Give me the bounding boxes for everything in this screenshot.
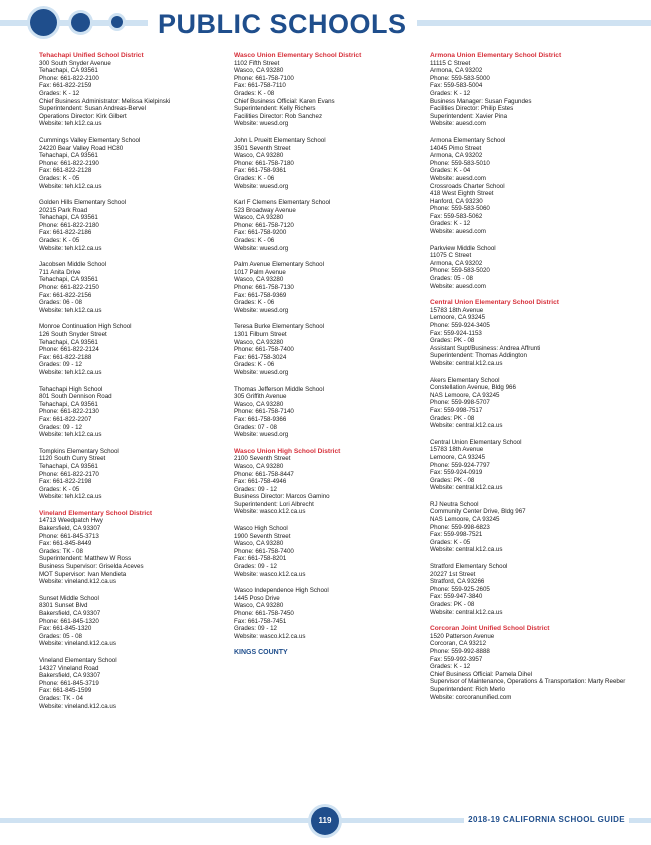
entry-line: 3501 Seventh Street bbox=[234, 144, 291, 152]
entry-line[interactable]: Website: auesd.com bbox=[430, 228, 486, 236]
school-name: John L Prueitt Elementary School bbox=[234, 136, 326, 144]
entry-line: 305 Griffith Avenue bbox=[234, 393, 287, 401]
entry-line[interactable]: Website: auesd.com bbox=[430, 282, 486, 290]
entry-line: Lemoore, CA 93245 bbox=[430, 453, 486, 461]
entry-line: Fax: 661-758-3024 bbox=[234, 353, 287, 361]
school-entry bbox=[430, 439, 630, 492]
entry-line: Grades: K - 06 bbox=[234, 299, 275, 307]
entry-line: Grades: K - 12 bbox=[39, 89, 80, 97]
entry-line: 523 Broadway Avenue bbox=[234, 206, 296, 214]
school-entry bbox=[39, 199, 214, 252]
column-3 bbox=[430, 52, 630, 710]
entry-line: Phone: 661-758-7120 bbox=[234, 221, 294, 229]
entry-line[interactable]: Website: vineland.k12.ca.us bbox=[39, 640, 116, 648]
entry-line: Grades: 05 - 08 bbox=[430, 275, 473, 283]
entry-line: Fax: 661-758-7451 bbox=[234, 617, 287, 625]
entry-line: Chief Business Official: Pamela Dihel bbox=[430, 670, 533, 678]
entry-line[interactable]: Website: teh.k12.ca.us bbox=[39, 368, 102, 376]
entry-line: Grades: 05 - 08 bbox=[39, 632, 82, 640]
school-name: Cummings Valley Elementary School bbox=[39, 136, 141, 144]
entry-line: Grades: 09 - 12 bbox=[234, 485, 277, 493]
entry-line: Grades: PK - 08 bbox=[430, 476, 475, 484]
entry-line: Phone: 559-924-7797 bbox=[430, 461, 490, 469]
entry-line: Tehachapi, CA 93561 bbox=[39, 214, 98, 222]
entry-line: MOT Supervisor: Ivan Mendieta bbox=[39, 570, 127, 578]
entry-line[interactable]: Website: wasco.k12.ca.us bbox=[234, 632, 306, 640]
school-name: Monroe Continuation High School bbox=[39, 323, 132, 331]
header-dot-large bbox=[30, 9, 57, 36]
entry-line: Phone: 559-998-5707 bbox=[430, 399, 490, 407]
school-entry bbox=[39, 386, 214, 439]
school-entry bbox=[234, 323, 414, 376]
entry-line[interactable]: Website: corcoranunified.com bbox=[430, 693, 512, 701]
school-name: Tompkins Elementary School bbox=[39, 447, 119, 455]
entry-line: Wasco, CA 93280 bbox=[234, 276, 284, 284]
entry-line: Armona, CA 93202 bbox=[430, 67, 483, 75]
entry-line[interactable]: Website: vineland.k12.ca.us bbox=[39, 578, 116, 586]
entry-line: Armona, CA 93202 bbox=[430, 152, 483, 160]
entry-line: Grades: 07 - 08 bbox=[234, 423, 277, 431]
district-entry bbox=[39, 510, 214, 586]
entry-line: 14713 Weedpatch Hwy bbox=[39, 517, 103, 525]
entry-line[interactable]: Website: auesd.com bbox=[430, 174, 486, 182]
entry-line[interactable]: Website: wuesd.org bbox=[234, 431, 289, 439]
entry-line: Phone: 661-845-1320 bbox=[39, 617, 99, 625]
entry-line[interactable]: Website: wuesd.org bbox=[234, 120, 289, 128]
entry-line: Fax: 559-992-3957 bbox=[430, 655, 483, 663]
entry-line: Grades: 06 - 08 bbox=[39, 299, 82, 307]
entry-line: Stratford, CA 93266 bbox=[430, 578, 485, 586]
entry-line: Bakersfield, CA 93307 bbox=[39, 610, 101, 617]
page-title-box bbox=[148, 8, 417, 40]
entry-line: Phone: 559-583-5010 bbox=[430, 159, 490, 167]
entry-line: Phone: 661-822-2150 bbox=[39, 284, 99, 292]
entry-line: 1102 Fifth Street bbox=[234, 59, 280, 67]
district-name: Wasco Union High School District bbox=[234, 447, 341, 455]
entry-line: Grades: PK - 08 bbox=[430, 601, 475, 608]
entry-line: Fax: 661-822-2188 bbox=[39, 353, 92, 361]
school-name: Golden Hills Elementary School bbox=[39, 199, 127, 207]
school-entry bbox=[39, 595, 214, 648]
entry-line: 1120 South Curry Street bbox=[39, 455, 106, 463]
school-entry bbox=[430, 563, 630, 616]
entry-line[interactable]: Website: auesd.com bbox=[430, 120, 486, 128]
district-entry bbox=[430, 52, 630, 128]
entry-line: Superintendent: Kelly Richers bbox=[234, 105, 316, 113]
entry-line: Phone: 661-758-7100 bbox=[234, 74, 294, 82]
entry-line[interactable]: Website: wuesd.org bbox=[234, 368, 289, 376]
entry-line[interactable]: Website: teh.k12.ca.us bbox=[39, 431, 102, 439]
entry-line: Fax: 661-822-2186 bbox=[39, 229, 92, 237]
entry-line: Grades: TK - 08 bbox=[39, 547, 83, 555]
entry-line: Grades: K - 12 bbox=[430, 89, 471, 97]
entry-line[interactable]: Website: wuesd.org bbox=[234, 244, 289, 252]
entry-line: Armona, CA 93202 bbox=[430, 259, 483, 267]
entry-line: Lemoore, CA 93245 bbox=[430, 314, 486, 322]
entry-line: Phone: 661-758-7400 bbox=[234, 547, 294, 555]
entry-line: Fax: 661-822-2156 bbox=[39, 291, 92, 299]
entry-line: Fax: 661-758-7110 bbox=[234, 82, 286, 90]
entry-line: 801 South Dennison Road bbox=[39, 393, 112, 401]
entry-line: Wasco, CA 93280 bbox=[234, 462, 284, 470]
entry-line: NAS Lemoore, CA 93245 bbox=[430, 516, 500, 524]
entry-line[interactable]: Website: teh.k12.ca.us bbox=[39, 493, 102, 501]
entry-line: Fax: 661-822-2198 bbox=[39, 478, 92, 486]
school-name: Thomas Jefferson Middle School bbox=[234, 385, 324, 393]
column-1 bbox=[39, 52, 214, 719]
entry-line[interactable]: Website: vineland.k12.ca.us bbox=[39, 702, 116, 710]
entry-line: Superintendent: Xavier Pina bbox=[430, 112, 508, 120]
entry-line[interactable]: Website: wuesd.org bbox=[234, 306, 289, 314]
school-entry bbox=[430, 501, 630, 554]
entry-line: Assistant Supt/Business: Andrea Affrunti bbox=[430, 344, 541, 352]
school-entry bbox=[234, 587, 414, 640]
district-name: Wasco Union Elementary School District bbox=[234, 52, 362, 59]
entry-line: Grades: K - 05 bbox=[39, 485, 80, 493]
entry-line: Grades: K - 12 bbox=[430, 663, 471, 671]
entry-line: 14045 Pimo Street bbox=[430, 144, 482, 152]
school-name: Vineland Elementary School bbox=[39, 656, 117, 664]
entry-line: Wasco, CA 93280 bbox=[234, 214, 284, 222]
entry-line: Facilities Director: Rob Sanchez bbox=[234, 112, 323, 120]
entry-line: 15783 18th Avenue bbox=[430, 306, 484, 314]
entry-line: Tehachapi, CA 93561 bbox=[39, 338, 98, 346]
entry-line: 11115 C Street bbox=[430, 59, 471, 67]
entry-line: Tehachapi, CA 93561 bbox=[39, 400, 98, 408]
school-name: Palm Avenue Elementary School bbox=[234, 261, 324, 269]
entry-line: Supervisor of Maintenance, Operations & Transportation: Marty Reeber bbox=[430, 678, 626, 686]
district-entry bbox=[430, 299, 630, 367]
entry-line: Tehachapi, CA 93561 bbox=[39, 152, 98, 160]
entry-line: Phone: 661-822-2124 bbox=[39, 346, 99, 354]
entry-line: Phone: 559-583-5020 bbox=[430, 267, 490, 275]
entry-line: Fax: 559-583-5062 bbox=[430, 212, 483, 220]
entry-line: Chief Business Administrator: Melissa Kielpinski bbox=[39, 97, 171, 105]
school-entry bbox=[234, 261, 414, 314]
entry-line: Wasco, CA 93280 bbox=[234, 67, 284, 75]
school-name: Wasco High School bbox=[234, 525, 288, 533]
entry-line: Phone: 661-822-2170 bbox=[39, 470, 99, 478]
entry-line: Wasco, CA 93280 bbox=[234, 540, 284, 548]
entry-line: Fax: 559-924-0919 bbox=[430, 469, 483, 477]
entry-line: Constellation Avenue, Bldg 966 bbox=[430, 384, 516, 392]
entry-line: Grades: K - 06 bbox=[234, 361, 275, 369]
entry-line: Chief Business Official: Karen Evans bbox=[234, 97, 335, 105]
entry-line: 24220 Bear Valley Road HC80 bbox=[39, 144, 124, 152]
entry-line[interactable]: Website: central.k12.ca.us bbox=[430, 546, 503, 554]
entry-line: Phone: 661-822-2180 bbox=[39, 221, 99, 229]
school-name: Karl F Clemens Elementary School bbox=[234, 199, 331, 207]
school-entry bbox=[430, 377, 630, 430]
entry-line: Fax: 559-947-3840 bbox=[430, 593, 483, 601]
entry-line: Grades: K - 06 bbox=[234, 237, 275, 245]
school-entry bbox=[234, 386, 414, 439]
entry-line: Tehachapi, CA 93561 bbox=[39, 276, 98, 284]
school-entry bbox=[39, 137, 214, 190]
school-entry bbox=[430, 137, 630, 236]
entry-line: Bakersfield, CA 93307 bbox=[39, 672, 101, 680]
entry-line: 8301 Sunset Blvd bbox=[39, 602, 88, 610]
entry-line: 711 Anita Drive bbox=[39, 268, 81, 276]
entry-line: Superintendent: Rich Merlo bbox=[430, 685, 505, 693]
entry-line: Superintendent: Matthew W Ross bbox=[39, 555, 132, 563]
school-entry bbox=[430, 245, 630, 291]
school-name: Sunset Middle School bbox=[39, 594, 99, 602]
entry-line: Business Manager: Susan Fagundes bbox=[430, 97, 532, 105]
entry-line: Phone: 661-758-7450 bbox=[234, 610, 294, 617]
school-entry bbox=[39, 657, 214, 710]
entry-line[interactable]: Website: central.k12.ca.us bbox=[430, 608, 503, 616]
school-name: Stratford Elementary School bbox=[430, 563, 508, 571]
entry-line: 1301 Filburn Street bbox=[234, 331, 287, 338]
entry-line: Grades: PK - 08 bbox=[430, 337, 475, 345]
entry-line: Phone: 661-758-7130 bbox=[234, 284, 294, 292]
entry-line[interactable]: Website: teh.k12.ca.us bbox=[39, 120, 102, 128]
district-entry bbox=[430, 625, 630, 701]
entry-line: Business Director: Marcos Gamino bbox=[234, 493, 330, 501]
school-entry bbox=[39, 323, 214, 376]
footer-guide-box bbox=[464, 813, 629, 827]
entry-line[interactable]: Website: teh.k12.ca.us bbox=[39, 182, 102, 190]
entry-line: 126 South Snyder Street bbox=[39, 331, 107, 338]
district-entry bbox=[234, 448, 414, 516]
entry-line: 1900 Seventh Street bbox=[234, 532, 291, 540]
entry-line: 14327 Vineland Road bbox=[39, 664, 99, 672]
entry-line: Phone: 661-758-7140 bbox=[234, 408, 294, 416]
entry-line: Phone: 559-583-5000 bbox=[430, 74, 490, 82]
entry-line: Fax: 661-845-1320 bbox=[39, 625, 92, 633]
entry-line[interactable]: Website: wasco.k12.ca.us bbox=[234, 508, 306, 516]
district-entry bbox=[234, 52, 414, 128]
entry-line[interactable]: Website: wasco.k12.ca.us bbox=[234, 570, 306, 578]
entry-line: Fax: 661-845-8449 bbox=[39, 540, 92, 548]
school-name: Teresa Burke Elementary School bbox=[234, 323, 325, 331]
entry-line: Fax: 661-822-2159 bbox=[39, 82, 92, 90]
entry-line: 20215 Park Road bbox=[39, 206, 88, 214]
entry-line: 11075 C Street bbox=[430, 252, 472, 260]
entry-line: Fax: 559-998-7521 bbox=[430, 531, 483, 539]
entry-line: Bakersfield, CA 93307 bbox=[39, 525, 101, 533]
entry-line[interactable]: Website: teh.k12.ca.us bbox=[39, 244, 102, 252]
entry-line[interactable]: Website: central.k12.ca.us bbox=[430, 422, 503, 430]
entry-line: Grades: K - 05 bbox=[39, 237, 80, 245]
district-name: Central Union Elementary School District bbox=[430, 299, 559, 307]
entry-line[interactable]: Website: wuesd.org bbox=[234, 182, 289, 190]
school-entry bbox=[39, 448, 214, 501]
entry-line: Fax: 661-758-9361 bbox=[234, 167, 287, 175]
school-name: Parkview Middle School bbox=[430, 244, 496, 252]
entry-line: Tehachapi, CA 93561 bbox=[39, 462, 98, 470]
header-dot-medium bbox=[71, 13, 90, 32]
entry-line: Phone: 559-924-3405 bbox=[430, 322, 490, 329]
entry-line: 2100 Seventh Street bbox=[234, 455, 291, 463]
entry-line: 20227 1st Street bbox=[430, 570, 476, 578]
entry-line: Grades: 09 - 12 bbox=[234, 563, 277, 571]
entry-line: 300 South Snyder Avenue bbox=[39, 59, 111, 67]
entry-line: NAS Lemoore, CA 93245 bbox=[430, 391, 500, 399]
district-name: Corcoran Joint Unified School District bbox=[430, 625, 550, 633]
entry-line: Superintendent: Thomas Addington bbox=[430, 352, 527, 360]
entry-line: Superintendent: Lori Albrecht bbox=[234, 500, 314, 508]
entry-line: Fax: 661-758-9369 bbox=[234, 291, 287, 299]
entry-line: Phone: 661-822-2130 bbox=[39, 408, 99, 416]
entry-line: Tehachapi, CA 93561 bbox=[39, 67, 98, 75]
entry-line: Grades: TK - 04 bbox=[39, 694, 83, 702]
entry-line[interactable]: Website: central.k12.ca.us bbox=[430, 359, 503, 367]
entry-line: Phone: 559-992-8888 bbox=[430, 647, 490, 655]
school-name: Wasco Independence High School bbox=[234, 587, 329, 595]
entry-line: Corcoran, CA 93212 bbox=[430, 640, 487, 648]
entry-line: Grades: 09 - 12 bbox=[39, 423, 82, 431]
entry-line: Phone: 559-583-5060 bbox=[430, 205, 490, 213]
entry-line: Phone: 661-845-3719 bbox=[39, 679, 99, 687]
entry-line: Phone: 661-758-7400 bbox=[234, 346, 294, 354]
entry-line: Superintendent: Susan Andreas-Bervel bbox=[39, 105, 146, 113]
entry-line: Community Center Drive, Bldg 967 bbox=[430, 508, 526, 516]
guide-title: 2018-19 CALIFORNIA SCHOOL GUIDE bbox=[468, 815, 625, 824]
entry-line: Grades: K - 05 bbox=[39, 174, 80, 182]
district-entry bbox=[39, 52, 214, 128]
entry-line: Phone: 661-822-2190 bbox=[39, 159, 99, 167]
school-entry bbox=[234, 137, 414, 190]
entry-line[interactable]: Website: central.k12.ca.us bbox=[430, 484, 503, 492]
entry-line: Grades: 09 - 12 bbox=[234, 625, 277, 633]
entry-line: 418 West Eighth Street bbox=[430, 190, 494, 198]
school-name: Central Union Elementary School bbox=[430, 438, 522, 446]
county-heading: KINGS COUNTY bbox=[234, 649, 288, 657]
entry-line: Business Supervisor: Griselda Aceves bbox=[39, 563, 144, 571]
school-name: Armona Elementary School bbox=[430, 136, 506, 144]
entry-line: Grades: 09 - 12 bbox=[39, 361, 82, 369]
entry-line: Fax: 661-758-9366 bbox=[234, 415, 287, 423]
entry-line: Wasco, CA 93280 bbox=[234, 152, 284, 160]
entry-line: 1445 Poso Drive bbox=[234, 594, 280, 602]
school-name: Akers Elementary School bbox=[430, 376, 500, 384]
district-name: Armona Union Elementary School District bbox=[430, 52, 562, 59]
entry-line: Hanford, CA 93230 bbox=[430, 197, 483, 205]
entry-line: Phone: 661-822-2100 bbox=[39, 74, 99, 82]
entry-line: Fax: 559-583-5004 bbox=[430, 82, 483, 90]
district-name: Vineland Elementary School District bbox=[39, 509, 153, 517]
district-name: Tehachapi Unified School District bbox=[39, 52, 144, 59]
entry-line: Phone: 661-845-3713 bbox=[39, 532, 99, 540]
entry-line: Grades: K - 08 bbox=[234, 89, 275, 97]
entry-line: Grades: K - 05 bbox=[430, 538, 471, 546]
page-title: PUBLIC SCHOOLS bbox=[158, 9, 407, 39]
entry-line: Crossroads Charter School bbox=[430, 182, 505, 190]
column-2 bbox=[234, 52, 414, 657]
entry-line: Fax: 559-998-7517 bbox=[430, 406, 483, 414]
entry-line: Wasco, CA 93280 bbox=[234, 338, 284, 346]
entry-line: Fax: 661-822-2207 bbox=[39, 415, 92, 423]
entry-line[interactable]: Website: teh.k12.ca.us bbox=[39, 306, 102, 314]
entry-line: Operations Director: Kirk Gilbert bbox=[39, 112, 127, 120]
entry-line: Fax: 661-758-9200 bbox=[234, 229, 287, 237]
entry-line: Facilities Director: Philip Estes bbox=[430, 105, 514, 113]
entry-line: 1017 Palm Avenue bbox=[234, 268, 286, 276]
entry-line: Grades: K - 12 bbox=[430, 220, 471, 228]
page-number: 119 bbox=[311, 807, 339, 835]
entry-line: Fax: 661-758-4946 bbox=[234, 478, 287, 486]
entry-line: Grades: K - 06 bbox=[234, 174, 275, 182]
entry-line: Grades: PK - 08 bbox=[430, 414, 475, 422]
entry-line: Phone: 661-758-7180 bbox=[234, 159, 294, 167]
school-entry bbox=[234, 525, 414, 578]
school-name: Jacobsen Middle School bbox=[39, 261, 107, 269]
entry-line: 1520 Patterson Avenue bbox=[430, 632, 495, 640]
school-entry bbox=[39, 261, 214, 314]
entry-line: Phone: 559-998-6823 bbox=[430, 523, 490, 531]
school-entry bbox=[234, 199, 414, 252]
entry-line: Grades: K - 04 bbox=[430, 167, 471, 175]
entry-line: 15783 18th Avenue bbox=[430, 446, 484, 454]
school-name: Tehachapi High School bbox=[39, 385, 103, 393]
entry-line: Wasco, CA 93280 bbox=[234, 400, 284, 408]
entry-line: Wasco, CA 93280 bbox=[234, 602, 284, 610]
school-name: RJ Neutra School bbox=[430, 500, 479, 508]
entry-line: Fax: 661-845-1599 bbox=[39, 687, 92, 695]
entry-line: Fax: 661-822-2128 bbox=[39, 167, 92, 175]
entry-line: Fax: 559-924-1153 bbox=[430, 329, 482, 337]
entry-line: Fax: 661-758-8201 bbox=[234, 555, 287, 563]
entry-line: Phone: 661-758-8447 bbox=[234, 470, 294, 478]
entry-line: Phone: 559-925-2605 bbox=[430, 585, 490, 593]
header-dot-small bbox=[111, 16, 123, 28]
